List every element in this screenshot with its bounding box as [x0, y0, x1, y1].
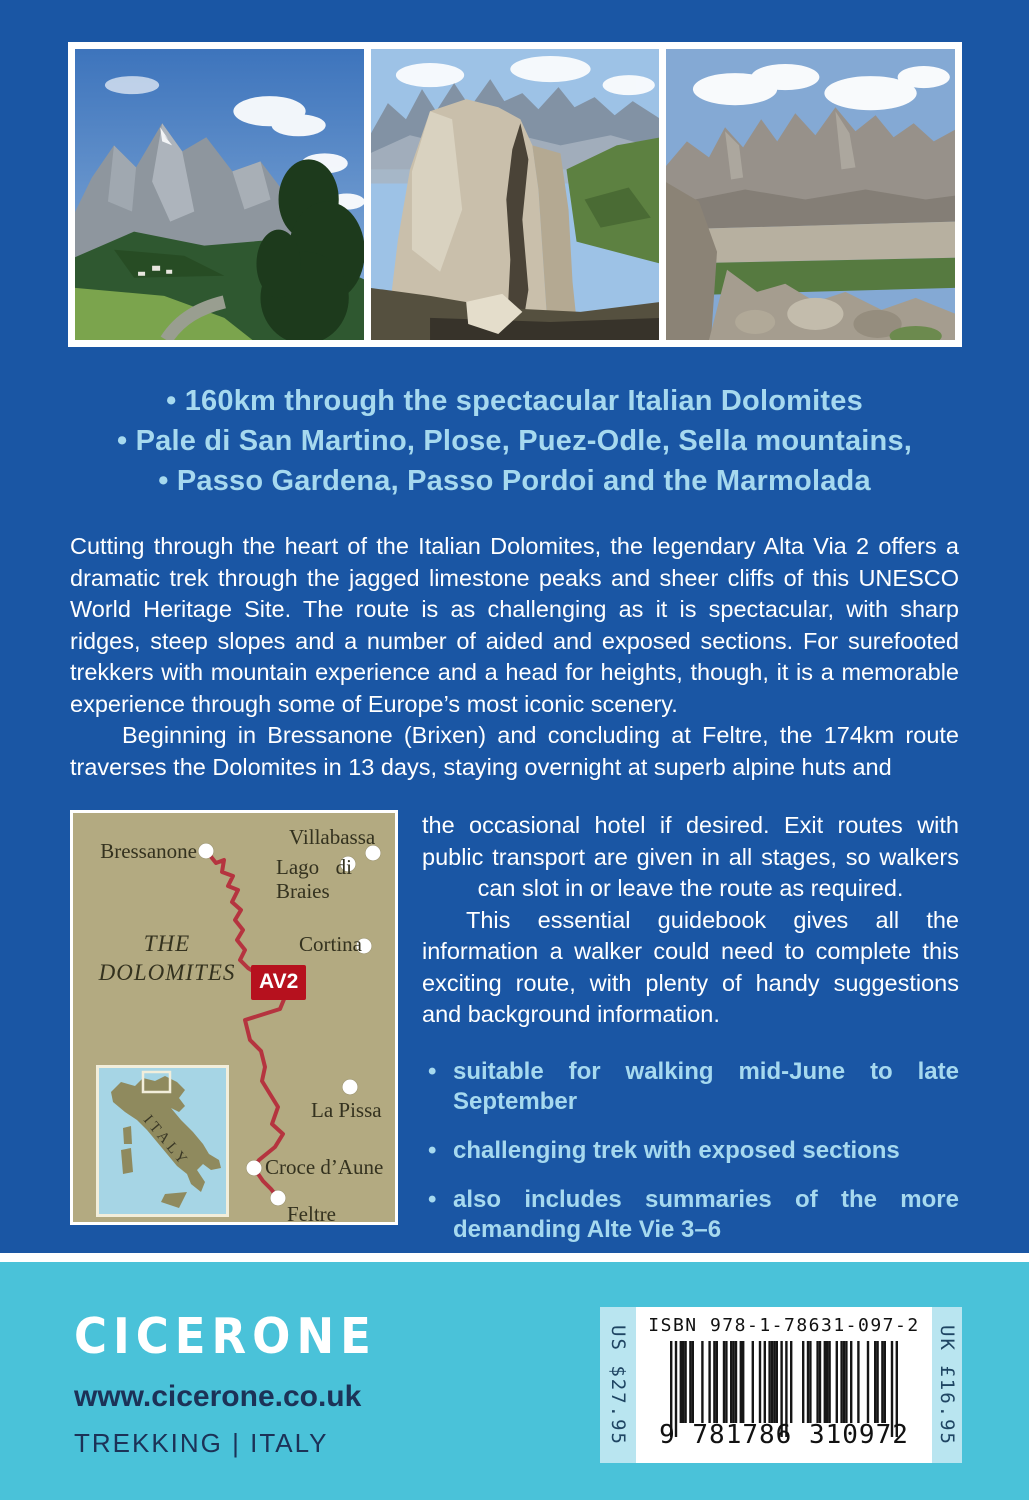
map-label-villabassa: Villabassa — [289, 825, 376, 849]
paragraph-2-intro: Beginning in Bressanone (Brixen) and concluding at Feltre, the 174km route traverses the Dolomites in 13 days, staying overnight at superb alpine huts and — [70, 722, 959, 780]
price-uk: UK £16.95 — [936, 1324, 958, 1446]
footer-band — [0, 1253, 1029, 1500]
inset-italy-label: ITALY — [139, 1112, 193, 1171]
feature-bullets — [422, 1057, 959, 1245]
map-label-la-pissa: La Pissa — [311, 1098, 382, 1122]
map-label-bressanone: Bressanone — [100, 839, 197, 863]
feature-bullet: • challenging trek with exposed sections — [422, 1136, 959, 1166]
isbn-text: ISBN 978-1-78631-097-2 — [648, 1315, 920, 1336]
barcode-panel — [636, 1307, 932, 1463]
italy-inset-map — [96, 1065, 229, 1217]
right-text-column — [422, 810, 959, 1264]
category-label: TREKKING | ITALY — [74, 1428, 329, 1458]
paragraph-3: This essential guidebook gives all the information a walker could need to complete this exciting route, with plenty of handy suggestions and background information. — [422, 906, 959, 1027]
cicerone-logo: CICERONE — [74, 1307, 377, 1366]
map-dot-feltre — [271, 1191, 286, 1206]
map-dot-bressanone — [199, 844, 214, 859]
price-panel-uk — [932, 1307, 962, 1463]
ean-digits: 9 781786 310972 — [659, 1420, 909, 1450]
photo-rock-wall — [666, 49, 955, 340]
map-label-cortina: Cortina — [299, 932, 362, 956]
headline-bullet: • Pale di San Martino, Plose, Puez-Odle, Sella mountains, — [0, 421, 1029, 461]
italy-outline — [99, 1068, 226, 1214]
map-dot-croce-daune — [247, 1161, 262, 1176]
rock-wall-illustration — [666, 49, 955, 340]
map-label-feltre: Feltre — [287, 1202, 336, 1226]
paragraph-1: Cutting through the heart of the Italian Dolomites, the legendary Alta Via 2 offers a dramatic trek through the jagged limestone peaks and sheer cliffs of this UNESCO World Heritage Site. The route is as challenging as it is spectacular, with sharp ridges, steep slopes and a number of aided and exposed sections. For surefooted trekkers with mountain experience and a head for heights, though, it is a memorable experience through some of Europe’s most iconic scenery. — [70, 533, 959, 717]
map-label-croce-daune: Croce d’Aune — [265, 1155, 384, 1179]
headline-bullet: • Passo Gardena, Passo Pordoi and the Marmolada — [0, 461, 1029, 501]
price-panel-us — [600, 1307, 636, 1463]
feature-bullet: • suitable for walking mid-June to late September — [422, 1057, 959, 1117]
price-us: US $27.95 — [607, 1324, 629, 1446]
paragraph-2-rest: the occasional hotel if desired. Exit routes with public transport are given in all stages, so walkers can slot in or leave the route as required. — [422, 812, 959, 901]
publisher-website: www.cicerone.co.uk — [74, 1380, 362, 1413]
map-dot-la-pissa — [343, 1080, 358, 1095]
headline-bullets — [0, 381, 1029, 501]
photo-split-pinnacle — [371, 49, 660, 340]
map-region-label: THE DOLOMITES — [98, 931, 236, 985]
map-label-lago-di-braies: Lago di Braies — [276, 855, 352, 903]
feature-bullet: • also includes summaries of the more demanding Alte Vie 3–6 — [422, 1185, 959, 1245]
route-map — [70, 810, 398, 1225]
barcode-block — [600, 1307, 962, 1463]
headline-bullet: • 160km through the spectacular Italian Dolomites — [0, 381, 1029, 421]
photo-dolomites-valley — [75, 49, 364, 340]
mountain-valley-illustration — [75, 49, 364, 340]
photo-strip — [68, 42, 962, 347]
rock-pinnacle-illustration — [371, 49, 660, 340]
route-badge-av2: AV2 — [251, 965, 306, 1000]
description-copy — [70, 531, 959, 1264]
